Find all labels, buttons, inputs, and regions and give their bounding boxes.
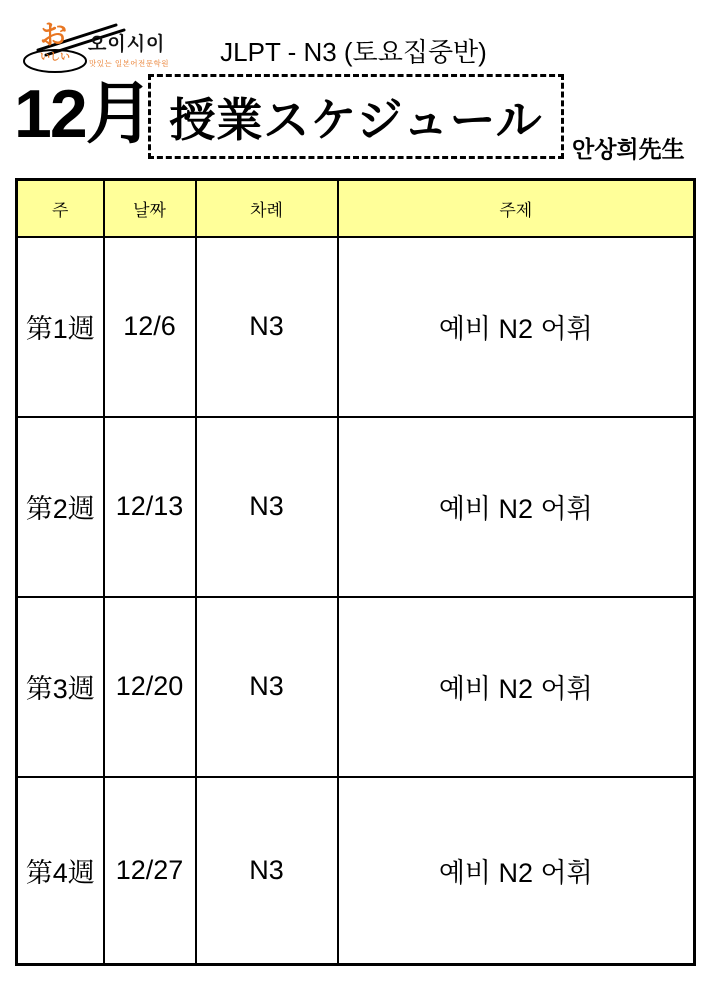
cell-date: 12/6 [104,237,196,417]
cell-week: 第2週 [17,417,104,597]
cell-date: 12/13 [104,417,196,597]
cell-week: 第4週 [17,777,104,965]
cell-order: N3 [196,777,338,965]
cell-order: N3 [196,237,338,417]
cell-topic: 예비 N2 어휘 [338,417,695,597]
cell-week: 第1週 [17,237,104,417]
cell-week: 第3週 [17,597,104,777]
logo-o-glyph: お [40,20,67,50]
column-header-topic: 주제 [338,180,695,237]
cell-topic: 예비 N2 어휘 [338,777,695,965]
cell-order: N3 [196,417,338,597]
cell-order: N3 [196,597,338,777]
logo-tagline: 맛있는 일본어전문학원 [89,59,170,68]
table-row [17,777,695,965]
cell-date: 12/20 [104,597,196,777]
logo-oval-text: いしい [40,52,70,63]
table-row [17,597,695,777]
cell-topic: 예비 N2 어휘 [338,237,695,417]
month-label: 12月 [14,76,152,152]
cell-topic: 예비 N2 어휘 [338,597,695,777]
table-row [17,237,695,417]
table-header-row [17,180,695,237]
table-row [17,417,695,597]
schedule-title: 授業スケジュール [169,93,543,146]
column-header-date: 날짜 [104,180,196,237]
course-title: JLPT - N3 (토요집중반) [220,37,487,67]
column-header-order: 차례 [196,180,338,237]
logo-academy-name: 오이시이 [88,34,166,55]
schedule-table [15,178,696,966]
cell-date: 12/27 [104,777,196,965]
schedule-title-box [148,74,564,159]
teacher-name: 안상희先生 [572,136,685,162]
column-header-week: 주 [17,180,104,237]
